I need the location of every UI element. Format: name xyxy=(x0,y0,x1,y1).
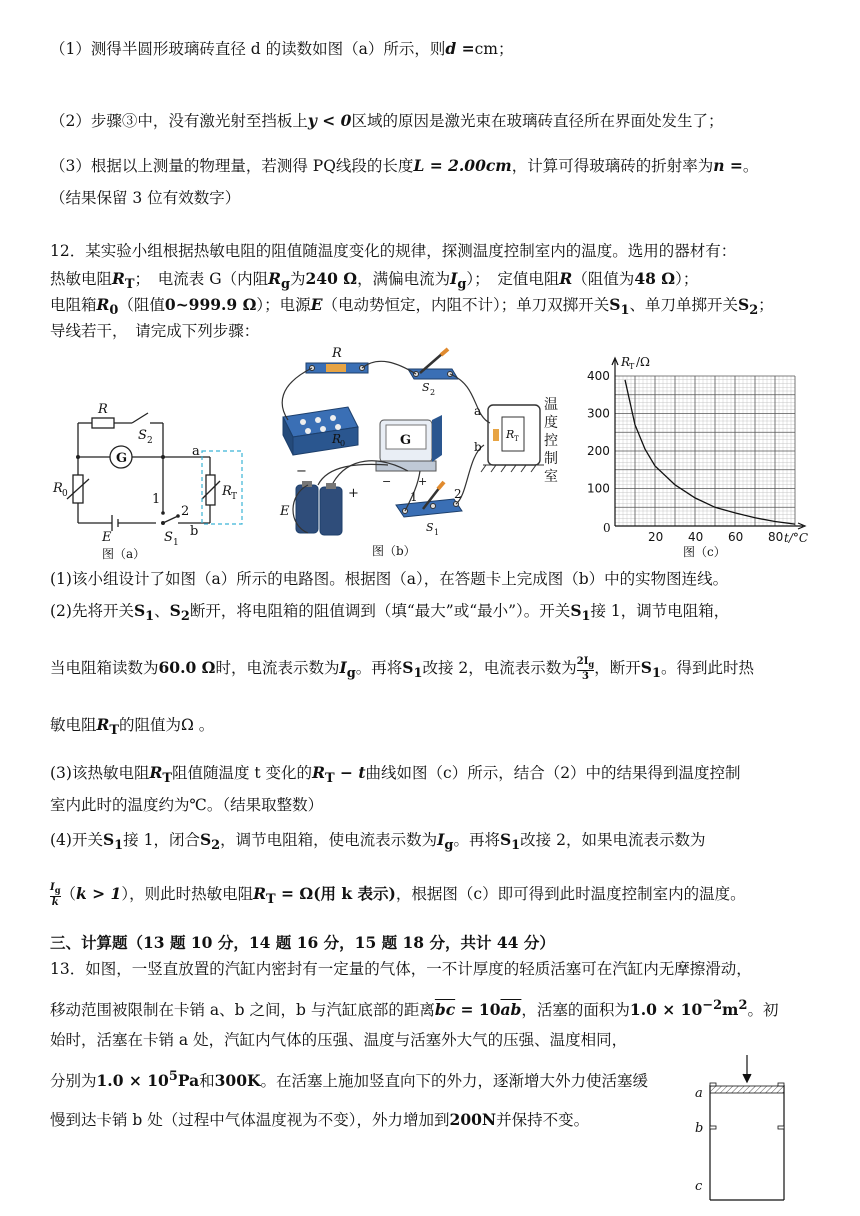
text: （结果保留 3 位有效数字） xyxy=(50,189,241,207)
x-tick-label: 20 xyxy=(648,530,664,544)
text: ，断开 xyxy=(594,659,641,677)
text: (1)该小组设计了如图（a）所示的电路图。根据图（a），在答题卡上完成图（b）中的实物图连线。 xyxy=(50,570,729,588)
text: 慢到达卡销 b 处（过程中气体温度视为不变），外力增加到 xyxy=(50,1111,450,1129)
text: ； xyxy=(758,296,774,314)
fraction-num-sub: g xyxy=(588,659,595,669)
label-room: 控 xyxy=(544,433,558,449)
cylinder-figure xyxy=(690,1055,800,1215)
formula: R xyxy=(96,715,110,734)
battery-E xyxy=(296,481,342,535)
label-b: b xyxy=(190,524,199,539)
text: （ xyxy=(60,885,77,903)
label-room: 温 xyxy=(544,397,558,413)
formula: 1 xyxy=(620,303,630,319)
formula: S xyxy=(169,601,181,620)
text: ）； xyxy=(675,270,699,288)
text: 区域的原因是激光束在玻璃砖直径所在界面处发生了； xyxy=(351,112,724,130)
x-tick-label: 40 xyxy=(688,530,704,544)
question-line xyxy=(50,187,240,209)
figure-b-apparatus xyxy=(268,345,588,560)
fraction xyxy=(50,882,61,908)
question-line xyxy=(50,1109,589,1131)
formula: R xyxy=(96,295,110,314)
formula: L = 2.00cm xyxy=(413,156,512,175)
fraction-num: 2I xyxy=(576,656,589,667)
text: 敏电阻 xyxy=(50,716,97,734)
formula: g xyxy=(457,277,467,293)
label-2: 2 xyxy=(454,487,462,501)
text: 的阻值为Ω 。 xyxy=(119,716,215,734)
question-line xyxy=(50,240,736,262)
rt-curve xyxy=(625,380,795,524)
figure-b-caption: 图（b） xyxy=(372,544,416,558)
label-S1: S xyxy=(164,530,173,545)
label-S1: S xyxy=(426,521,434,534)
text: 为 xyxy=(290,270,306,288)
formula: S xyxy=(609,295,621,314)
question-line xyxy=(50,958,752,980)
text: 。 xyxy=(742,157,759,175)
formula: 1 xyxy=(145,609,155,625)
formula: 1 xyxy=(651,666,661,682)
formula: R xyxy=(112,269,125,288)
y-axis-unit: /Ω xyxy=(636,355,650,369)
formula: R xyxy=(149,763,163,782)
text: （2）步骤③中，没有激光射至挡板上 xyxy=(50,112,308,130)
fraction-num-sub: g xyxy=(54,885,61,895)
label-S1-sub: 1 xyxy=(173,538,179,548)
text: 电阻箱 xyxy=(50,296,97,314)
label-room: 制 xyxy=(544,451,558,467)
formula: g xyxy=(444,838,454,854)
formula: g xyxy=(280,277,290,293)
label-room: 度 xyxy=(544,415,558,431)
label-RT-sub: T xyxy=(514,435,519,443)
question-line xyxy=(50,714,214,742)
formula: = 10 xyxy=(455,1000,501,1020)
switch-S1 xyxy=(396,482,462,517)
formula: k > 1 xyxy=(76,884,122,903)
formula: I xyxy=(450,269,458,288)
question-line xyxy=(50,829,705,857)
formula: R xyxy=(312,763,325,782)
formula: T xyxy=(162,771,172,787)
formula: S xyxy=(402,658,414,677)
question-line xyxy=(50,762,741,790)
label-RT: R xyxy=(222,484,232,499)
figure-c-caption: 图（c） xyxy=(683,545,726,559)
formula: T xyxy=(109,723,120,739)
formula: n = xyxy=(713,156,743,175)
question-line xyxy=(50,155,758,177)
formula: S xyxy=(199,830,212,849)
x-tick-label: 80 xyxy=(768,530,784,544)
question-line xyxy=(50,882,746,911)
label-a: a xyxy=(474,404,482,418)
formula: 1.0 × 10 xyxy=(629,1000,703,1020)
text: 导线若干， 请完成下列步骤： xyxy=(50,322,260,340)
question-line xyxy=(50,600,729,628)
text: ），则此时热敏电阻 xyxy=(121,885,254,903)
label-R: R xyxy=(332,346,342,361)
text: 改接 2，电流表示数为 xyxy=(422,659,577,677)
label-S1-sub: 1 xyxy=(434,528,440,537)
text: cm； xyxy=(474,40,514,58)
formula: Pa xyxy=(177,1071,200,1091)
y-axis-label-sub: T xyxy=(629,362,635,371)
text: （3）根据以上测量的物理量，若测得 PQ线段的长度 xyxy=(50,157,414,175)
question-line xyxy=(50,995,778,1021)
formula: R xyxy=(268,269,281,288)
meter-minus: − xyxy=(382,475,392,488)
formula: 300K xyxy=(214,1071,261,1091)
text: (2)先将开关 xyxy=(50,602,134,620)
text: 。得到此时热 xyxy=(660,659,754,677)
label-S2: S xyxy=(138,428,147,443)
label-E: E xyxy=(102,530,112,545)
label-R0: R xyxy=(53,481,63,496)
formula: 1 xyxy=(413,666,423,682)
formula: E xyxy=(310,295,323,314)
fraction-den: 3 xyxy=(582,671,589,682)
fraction-den: k xyxy=(51,897,59,908)
formula: = xyxy=(275,884,300,903)
text: 和 xyxy=(199,1072,215,1091)
label-G: G xyxy=(400,433,412,448)
x-axis-label: t/°C xyxy=(784,531,809,545)
text: 。在活塞上施加竖直向下的外力，逐渐增大外力使活塞缓 xyxy=(260,1072,648,1091)
y-tick-label: 100 xyxy=(587,481,610,496)
text: ； 电流表 G（内阻 xyxy=(134,270,269,288)
text: 当电阻箱读数为 xyxy=(50,659,159,677)
formula: 60.0 Ω xyxy=(158,658,216,677)
label-b: b xyxy=(695,1121,704,1136)
formula: T xyxy=(324,771,335,787)
formula: T xyxy=(124,277,135,293)
label-2: 2 xyxy=(181,504,190,519)
figure-c-chart xyxy=(585,350,820,560)
figure-a-circuit xyxy=(50,395,255,560)
resistor-R xyxy=(306,363,368,373)
fraction-num: I xyxy=(50,882,55,893)
label-RT-sub: T xyxy=(231,492,238,502)
text: 。再将 xyxy=(355,659,403,677)
formula: I xyxy=(437,830,445,849)
formula: $\overline{bc}$ xyxy=(434,1000,456,1020)
formula: Ω(用 k 表示) xyxy=(299,884,396,903)
formula: 1.0 × 10 xyxy=(96,1071,169,1091)
question-line xyxy=(50,294,774,322)
label-R0-sub: 0 xyxy=(62,489,68,499)
text: 并保持不变。 xyxy=(496,1111,590,1129)
label-S2-sub: 2 xyxy=(147,436,153,446)
formula: $\overline{ab}$ xyxy=(500,1000,522,1020)
label-minus: − xyxy=(296,464,307,479)
text: 曲线如图（c）所示，结合（2）中的结果得到温度控制 xyxy=(365,764,741,782)
text: 分别为 xyxy=(50,1072,97,1091)
label-plus: + xyxy=(348,486,359,501)
formula: g xyxy=(346,666,356,682)
formula: I xyxy=(339,658,347,677)
formula: 2 xyxy=(211,838,221,854)
formula: R xyxy=(253,884,266,903)
label-R0-sub: 0 xyxy=(340,439,346,448)
text: 。初 xyxy=(747,1001,779,1020)
label-S2: S xyxy=(422,381,430,394)
formula: 2 xyxy=(738,998,748,1013)
fraction xyxy=(577,656,594,682)
formula: 2 xyxy=(180,609,190,625)
text: 热敏电阻 xyxy=(50,270,113,288)
formula: 1 xyxy=(511,838,521,854)
text: 改接 2，如果电流表示数为 xyxy=(520,831,706,849)
formula: 1 xyxy=(581,609,591,625)
formula: S xyxy=(640,658,652,677)
label-1: 1 xyxy=(152,492,161,507)
text: 室内此时的温度约为℃。（结果取整数） xyxy=(50,796,324,814)
label-G: G xyxy=(116,451,128,466)
x-tick-label: 60 xyxy=(728,530,744,544)
label-1: 1 xyxy=(410,490,418,504)
y-tick-label: 200 xyxy=(587,444,610,458)
text: (3)该热敏电阻 xyxy=(50,764,150,782)
text: 、 xyxy=(154,602,170,620)
label-R: R xyxy=(98,402,108,417)
section-heading xyxy=(50,932,555,954)
resistance-box-R0 xyxy=(283,407,358,455)
question-line xyxy=(50,656,754,685)
text: 、单刀单掷开关 xyxy=(629,296,738,314)
label-E: E xyxy=(280,504,290,519)
text: ，计算可得玻璃砖的折射率为 xyxy=(511,157,714,175)
text: 移动范围被限制在卡销 a、b 之间，b 与汽缸底部的距离 xyxy=(50,1001,435,1020)
text: 。再将 xyxy=(453,831,500,849)
formula: T xyxy=(266,892,276,908)
formula: S xyxy=(102,830,115,849)
formula: y < 0 xyxy=(307,111,352,130)
question-line xyxy=(50,1029,627,1051)
text: (4)开关 xyxy=(50,831,103,849)
formula: 0~999.9 Ω xyxy=(164,295,257,314)
text: ）；电源 xyxy=(256,296,311,314)
label-a: a xyxy=(695,1086,703,1101)
formula: − t xyxy=(334,763,366,782)
formula: 200N xyxy=(449,1110,497,1129)
y-tick-label: 400 xyxy=(587,369,610,383)
y-axis-label: R xyxy=(621,355,631,369)
formula: 240 Ω xyxy=(305,269,358,288)
text: ，满偏电流为 xyxy=(357,270,451,288)
text: 时，电流表示数为 xyxy=(215,659,340,677)
text: （阻值 xyxy=(118,296,165,314)
question-line xyxy=(50,38,514,60)
text: 断开，将电阻箱的阻值调到（填“最大”或“最小”）。开关 xyxy=(189,602,571,620)
formula: 48 Ω xyxy=(634,269,676,288)
text: 阻值随温度 t 变化的 xyxy=(171,764,313,782)
text: 12．某实验小组根据热敏电阻的阻值随温度变化的规律，探测温度控制室内的温度。选用的器材有： xyxy=(50,242,737,260)
label-a: a xyxy=(192,444,200,459)
text: 三、计算题（13 题 10 分，14 题 16 分，15 题 18 分，共计 44 分） xyxy=(50,933,555,952)
y-tick-label: 300 xyxy=(587,406,610,421)
question-line xyxy=(50,320,259,342)
text: ，根据图（c）即可得到此时温度控制室内的温度。 xyxy=(395,885,746,903)
text: 接 1，闭合 xyxy=(123,831,200,849)
formula: S xyxy=(570,601,582,620)
formula: d = xyxy=(445,39,475,58)
formula: m xyxy=(722,1000,739,1020)
label-b: b xyxy=(474,440,482,454)
label-room: 室 xyxy=(544,469,558,485)
formula: −2 xyxy=(702,998,723,1013)
text: （电动势恒定，内阻不计）；单刀双掷开关 xyxy=(322,296,610,314)
formula: 5 xyxy=(168,1069,178,1084)
formula: S xyxy=(133,601,146,620)
formula: 2 xyxy=(749,303,759,319)
text: ）； 定值电阻 xyxy=(466,270,560,288)
question-line xyxy=(50,1066,648,1092)
label-S2-sub: 2 xyxy=(430,388,436,397)
question-line xyxy=(50,110,723,132)
figure-a-caption: 图（a） xyxy=(102,547,146,560)
text: 接 1，调节电阻箱， xyxy=(590,602,730,620)
label-c: c xyxy=(695,1179,703,1194)
text: 始时，活塞在卡销 a 处，汽缸内气体的压强、温度与活塞外大气的压强、温度相同， xyxy=(50,1031,628,1049)
question-line xyxy=(50,268,698,296)
question-line xyxy=(50,568,728,590)
piston xyxy=(710,1086,784,1093)
text: ，调节电阻箱，使电流表示数为 xyxy=(220,831,438,849)
text: ，活塞的面积为 xyxy=(521,1001,630,1020)
formula: S xyxy=(499,830,512,849)
formula: 1 xyxy=(114,838,124,854)
label-R0: R xyxy=(332,432,342,446)
formula: S xyxy=(737,295,750,314)
text: 13．如图，一竖直放置的汽缸内密封有一定量的气体，一不计厚度的轻质活塞可在汽缸内无摩擦滑动， xyxy=(50,960,752,978)
text: （阻值为 xyxy=(572,270,635,288)
label-RT: R xyxy=(506,428,515,441)
formula: R xyxy=(559,269,573,288)
text: （1）测得半圆形玻璃砖直径 d 的读数如图（a）所示，则 xyxy=(50,40,446,58)
formula: 0 xyxy=(109,303,119,319)
meter-plus: + xyxy=(418,475,428,488)
origin-label: 0 xyxy=(603,521,611,535)
question-line xyxy=(50,794,323,816)
